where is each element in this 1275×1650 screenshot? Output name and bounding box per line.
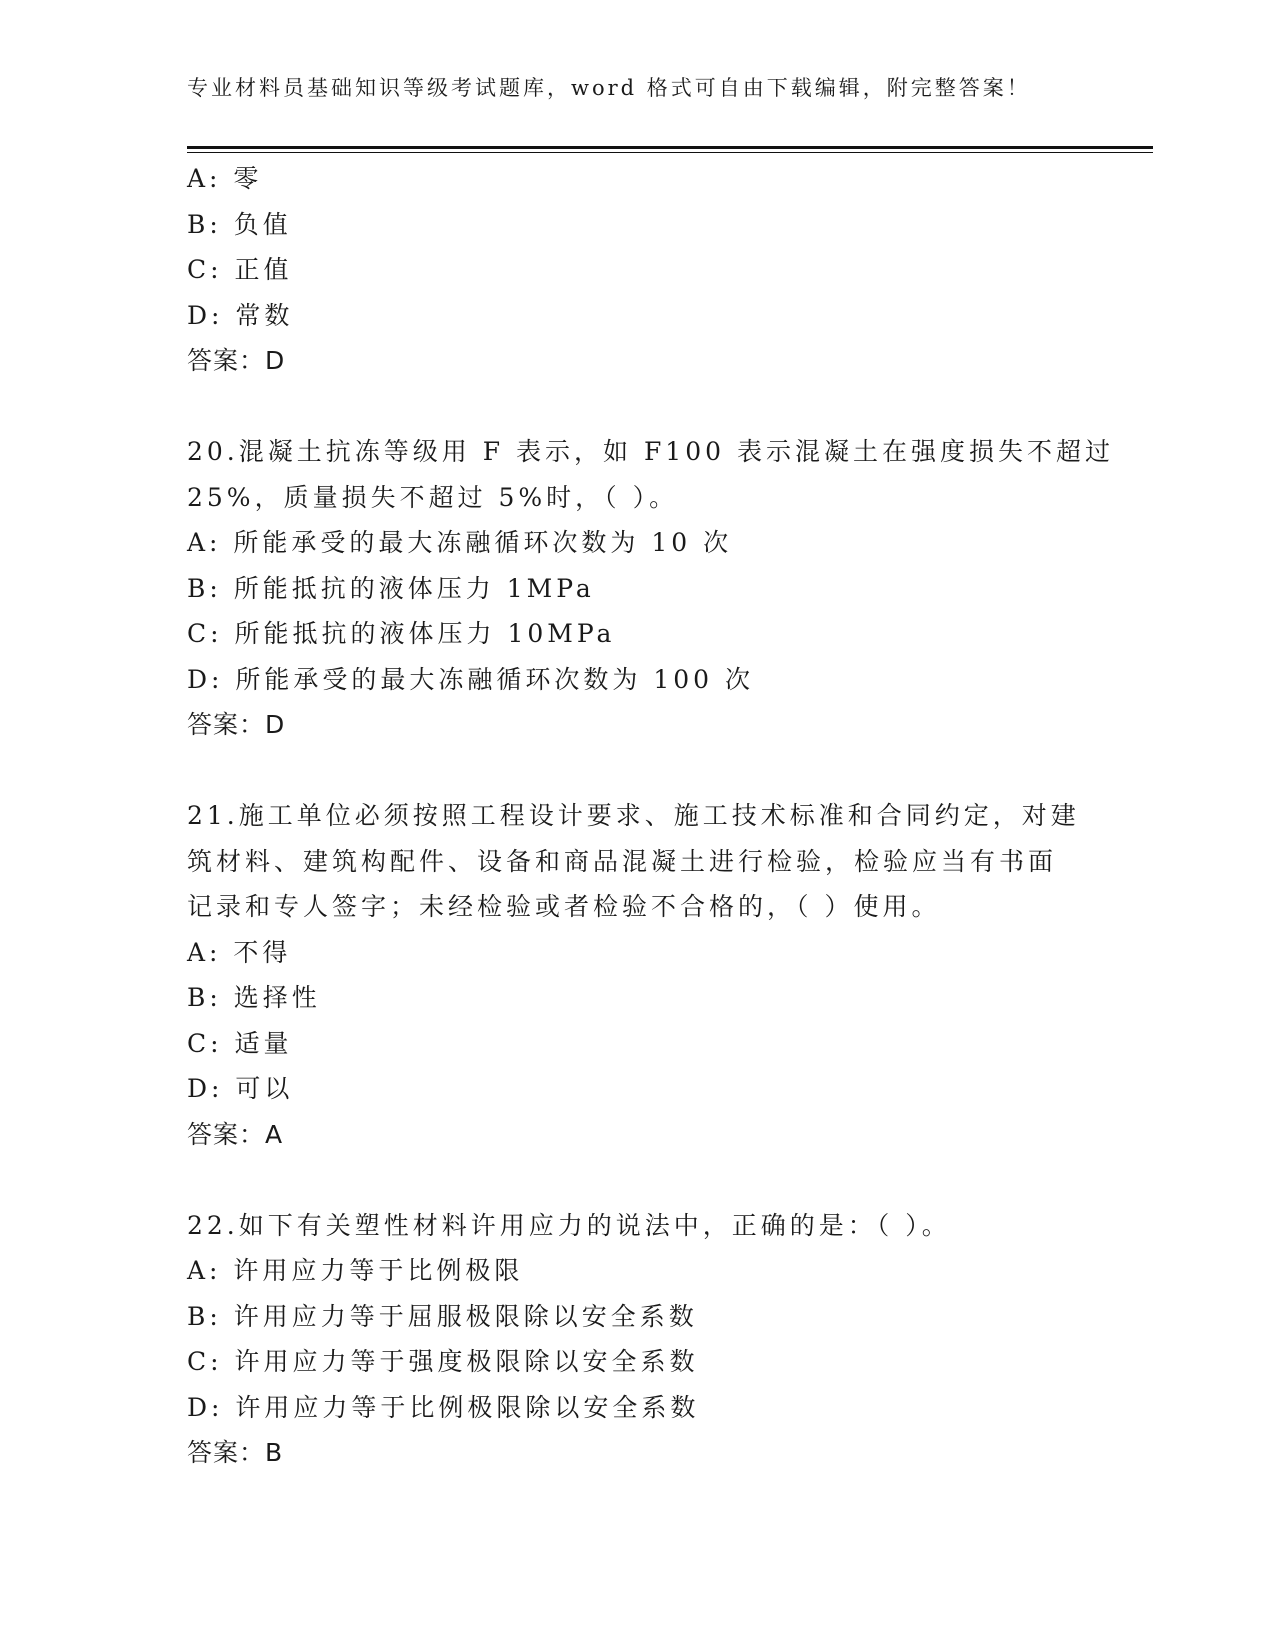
question-stem: 25%，质量损失不超过 5%时，（ ）。 xyxy=(187,482,679,512)
option-a: A: 许用应力等于比例极限 xyxy=(187,1256,524,1285)
option-d: D: 许用应力等于比例极限除以安全系数 xyxy=(187,1392,700,1422)
answer-line: 答案：D xyxy=(187,346,286,375)
spacer xyxy=(187,748,1127,794)
question-content xyxy=(187,156,1127,1476)
option-b: B: 负值 xyxy=(187,209,292,239)
question-stem: 筑材料、建筑构配件、设备和商品混凝土进行检验，检验应当有书面 xyxy=(187,846,1058,876)
question-20 xyxy=(187,429,1127,748)
header-rule-thin xyxy=(187,152,1153,153)
option-a: A: 零 xyxy=(187,164,263,193)
option-b: B: 许用应力等于屈服极限除以安全系数 xyxy=(187,1301,698,1331)
question-21 xyxy=(187,793,1127,1157)
question-stem: 20.混凝土抗冻等级用 F 表示，如 F100 表示混凝土在强度损失不超过 xyxy=(187,437,1114,466)
header-rule-thick xyxy=(187,146,1153,149)
option-b: B: 选择性 xyxy=(187,983,321,1012)
question-stem: 21.施工单位必须按照工程设计要求、施工技术标准和合同约定，对建 xyxy=(187,801,1080,830)
option-a: A: 不得 xyxy=(187,937,292,967)
option-c: C: 许用应力等于强度极限除以安全系数 xyxy=(187,1347,699,1376)
page-header: 专业材料员基础知识等级考试题库，word 格式可自由下载编辑，附完整答案！ xyxy=(187,76,1031,100)
answer-line: 答案：B xyxy=(187,1438,284,1467)
spacer xyxy=(187,1157,1127,1203)
question-22 xyxy=(187,1203,1127,1476)
option-d: D: 所能承受的最大冻融循环次数为 100 次 xyxy=(187,664,755,694)
option-a: A: 所能承受的最大冻融循环次数为 10 次 xyxy=(187,528,733,557)
option-c: C: 所能抵抗的液体压力 10MPa xyxy=(187,619,616,648)
question-stem: 记录和专人签字；未经检验或者检验不合格的，（ ）使用。 xyxy=(187,892,941,921)
option-d: D: 常数 xyxy=(187,300,294,330)
option-b: B: 所能抵抗的液体压力 1MPa xyxy=(187,573,595,603)
question-stem: 22.如下有关塑性材料许用应力的说法中，正确的是：（ ）。 xyxy=(187,1210,951,1240)
answer-line: 答案：A xyxy=(187,1119,284,1149)
question-19 xyxy=(187,156,1127,384)
answer-line: 答案：D xyxy=(187,710,286,739)
option-d: D: 可以 xyxy=(187,1074,294,1103)
option-c: C: 适量 xyxy=(187,1028,293,1058)
spacer xyxy=(187,384,1127,430)
option-c: C: 正值 xyxy=(187,255,293,284)
